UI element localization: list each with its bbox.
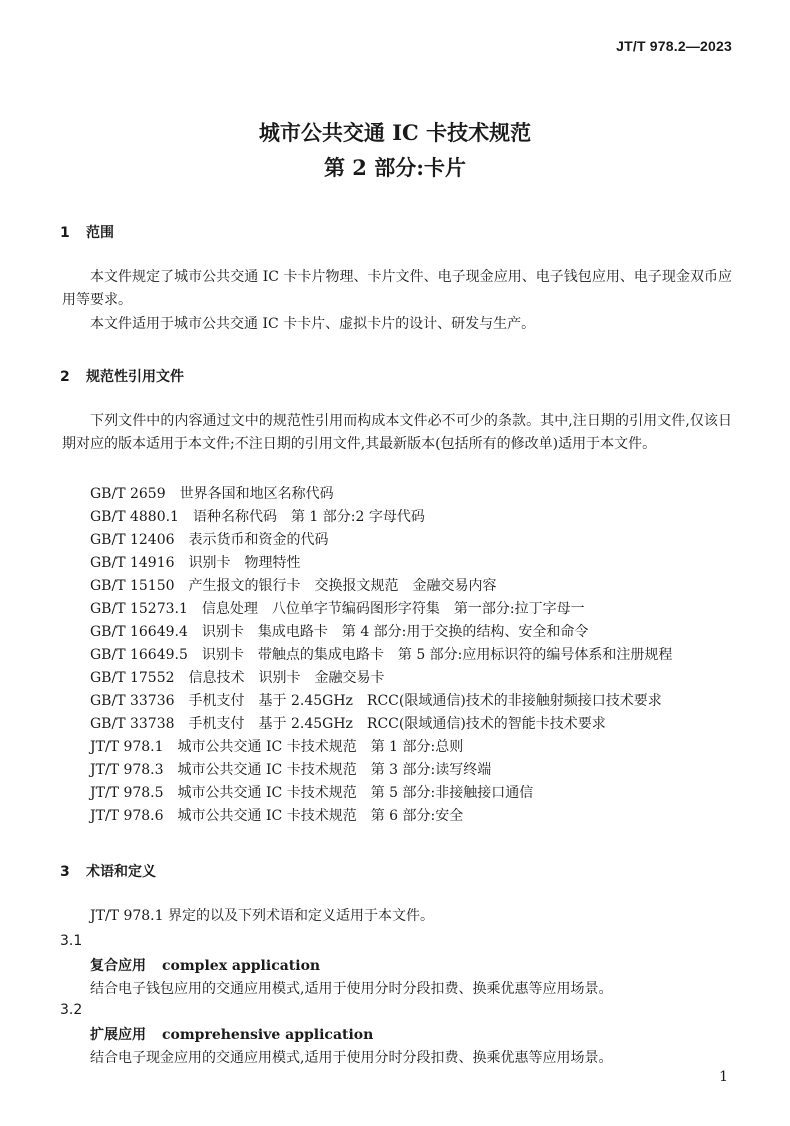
reference-item — [90, 714, 606, 734]
reference-title: 识别卡 物理特性 — [188, 555, 301, 571]
section-number: 1 — [60, 225, 70, 241]
reference-code: GB/T 33736 — [90, 693, 175, 709]
reference-item — [90, 691, 662, 711]
reference-title: 产生报文的银行卡 交换报文规范 金融交易内容 — [188, 578, 497, 594]
reference-code: JT/T 978.1 — [90, 739, 164, 755]
reference-item — [90, 760, 491, 780]
reference-title: 手机支付 基于 2.45GHz RCC(限域通信)技术的智能卡技术要求 — [188, 716, 606, 732]
term-zh: 扩展应用 — [90, 1027, 146, 1043]
reference-title: 城市公共交通 IC 卡技术规范 第 3 部分:读写终端 — [177, 762, 492, 778]
paragraph: 本文件规定了城市公共交通 IC 卡卡片物理、卡片文件、电子现金应用、电子钱包应用、电子现金双币应用等要求。 — [62, 269, 732, 308]
section-heading — [60, 222, 114, 242]
section-heading — [60, 861, 156, 881]
reference-code: GB/T 16649.4 — [90, 624, 188, 640]
reference-title: 城市公共交通 IC 卡技术规范 第 1 部分:总则 — [177, 739, 464, 755]
reference-item — [90, 806, 463, 826]
reference-item — [90, 599, 585, 619]
reference-item — [90, 553, 301, 573]
reference-title: 识别卡 带触点的集成电路卡 第 5 部分:应用标识符的编号体系和注册规程 — [201, 647, 673, 663]
reference-code: GB/T 33738 — [90, 716, 175, 732]
term-title — [90, 1024, 373, 1044]
term-number: 3.2 — [60, 1002, 83, 1018]
reference-title: 手机支付 基于 2.45GHz RCC(限域通信)技术的非接触射频接口技术要求 — [188, 693, 662, 709]
reference-title: 世界各国和地区名称代码 — [179, 486, 334, 502]
section-number: 2 — [60, 369, 70, 385]
paragraph: 下列文件中的内容通过文中的规范性引用而构成本文件必不可少的条款。其中,注日期的引用文件,仅该日期对应的版本适用于本文件;不注日期的引用文件,其最新版本(包括所有的修改单)适用于本文件。 — [62, 413, 732, 452]
reference-item — [90, 622, 588, 642]
section-title: 规范性引用文件 — [86, 369, 184, 385]
term-en: complex application — [162, 958, 321, 974]
reference-code: JT/T 978.6 — [90, 808, 164, 824]
paragraph: JT/T 978.1 界定的以及下列术语和定义适用于本文件。 — [90, 908, 434, 924]
term-definition: 结合电子钱包应用的交通应用模式,适用于使用分时分段扣费、换乘优惠等应用场景。 — [90, 981, 613, 997]
reference-item — [90, 737, 463, 757]
reference-item — [90, 484, 334, 504]
term-en: comprehensive application — [162, 1027, 374, 1043]
reference-item — [90, 668, 385, 688]
document-title: 城市公共交通 IC 卡技术规范 — [258, 120, 532, 145]
reference-code: GB/T 16649.5 — [90, 647, 188, 663]
section-title: 范围 — [86, 225, 114, 241]
reference-item — [90, 507, 425, 527]
reference-code: JT/T 978.5 — [90, 785, 164, 801]
page-number: 1 — [719, 1069, 728, 1085]
reference-title: 信息处理 八位单字节编码图形字符集 第一部分:拉丁字母一 — [201, 601, 585, 617]
reference-title: 识别卡 集成电路卡 第 4 部分:用于交换的结构、安全和命令 — [201, 624, 589, 640]
document-subtitle: 第 2 部分:卡片 — [324, 155, 466, 180]
reference-code: GB/T 2659 — [90, 486, 166, 502]
reference-item — [90, 783, 533, 803]
section-heading — [60, 366, 184, 386]
standard-code: JT/T 978.2—2023 — [616, 38, 732, 54]
reference-item — [90, 530, 329, 550]
paragraph: 本文件适用于城市公共交通 IC 卡卡片、虚拟卡片的设计、研发与生产。 — [90, 316, 536, 332]
reference-code: GB/T 15273.1 — [90, 601, 188, 617]
reference-title: 表示货币和资金的代码 — [188, 532, 329, 548]
reference-item — [90, 576, 497, 596]
reference-code: GB/T 17552 — [90, 670, 175, 686]
reference-title: 城市公共交通 IC 卡技术规范 第 6 部分:安全 — [177, 808, 464, 824]
term-number: 3.1 — [60, 933, 83, 949]
reference-code: GB/T 14916 — [90, 555, 175, 571]
reference-title: 城市公共交通 IC 卡技术规范 第 5 部分:非接触接口通信 — [177, 785, 534, 801]
reference-code: GB/T 12406 — [90, 532, 175, 548]
term-zh: 复合应用 — [90, 958, 146, 974]
term-definition: 结合电子现金应用的交通应用模式,适用于使用分时分段扣费、换乘优惠等应用场景。 — [90, 1050, 613, 1066]
reference-code: JT/T 978.3 — [90, 762, 164, 778]
section-number: 3 — [60, 864, 70, 880]
reference-code: GB/T 4880.1 — [90, 509, 179, 525]
reference-title: 信息技术 识别卡 金融交易卡 — [188, 670, 385, 686]
term-title — [90, 955, 320, 975]
section-title: 术语和定义 — [86, 864, 156, 880]
reference-title: 语种名称代码 第 1 部分:2 字母代码 — [192, 509, 425, 525]
reference-item — [90, 645, 672, 665]
reference-code: GB/T 15150 — [90, 578, 175, 594]
